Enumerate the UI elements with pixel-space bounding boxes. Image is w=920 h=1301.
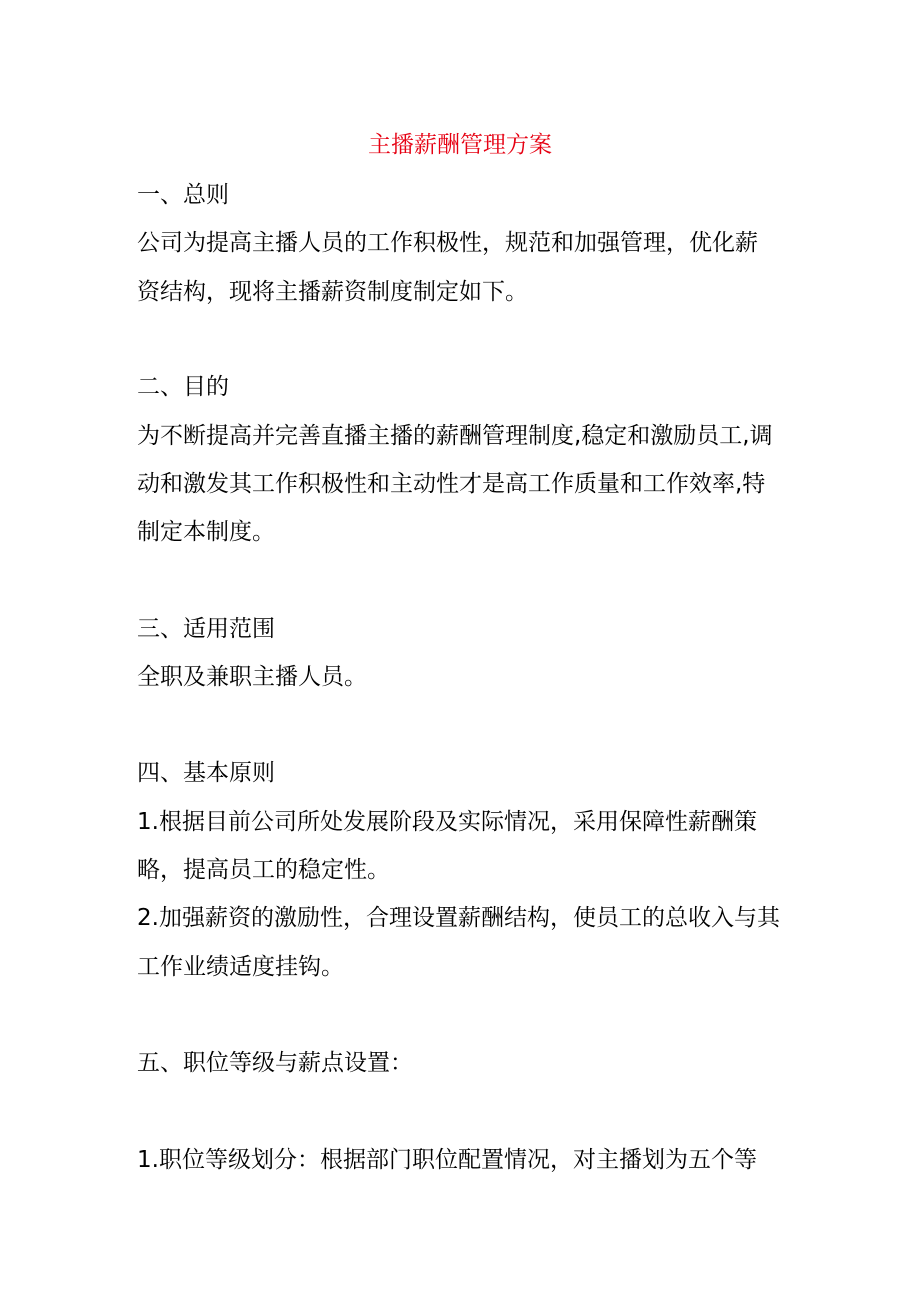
paragraph-line: 制定本制度。	[137, 519, 275, 545]
paragraph-line: 公司为提高主播人员的工作积极性，规范和加强管理，优化薪	[137, 230, 758, 256]
paragraph-line: 全职及兼职主播人员。	[137, 664, 367, 690]
section-heading-scope: 三、适用范围	[137, 616, 275, 642]
section-heading-purpose: 二、目的	[137, 374, 229, 400]
paragraph-line: 工作业绩适度挂钩。	[137, 954, 344, 980]
document-title: 主播薪酬管理方案	[368, 132, 552, 158]
paragraph-line: 略，提高员工的稳定性。	[137, 857, 390, 883]
section-heading-principles: 四、基本原则	[137, 760, 275, 786]
section-heading-grades: 五、职位等级与薪点设置：	[137, 1050, 413, 1076]
paragraph-line: 1.职位等级划分：根据部门职位配置情况，对主播划为五个等	[137, 1147, 757, 1173]
paragraph-line: 为不断提高并完善直播主播的薪酬管理制度,稳定和激励员工,调	[137, 423, 773, 449]
section-heading-general: 一、总则	[137, 182, 229, 208]
paragraph-line: 资结构，现将主播薪资制度制定如下。	[137, 279, 528, 305]
paragraph-line: 动和激发其工作积极性和主动性才是高工作质量和工作效率,特	[137, 471, 766, 497]
paragraph-line: 1.根据目前公司所处发展阶段及实际情况，采用保障性薪酬策	[137, 809, 757, 835]
paragraph-line: 2.加强薪资的激励性，合理设置薪酬结构，使员工的总收入与其	[137, 905, 780, 931]
